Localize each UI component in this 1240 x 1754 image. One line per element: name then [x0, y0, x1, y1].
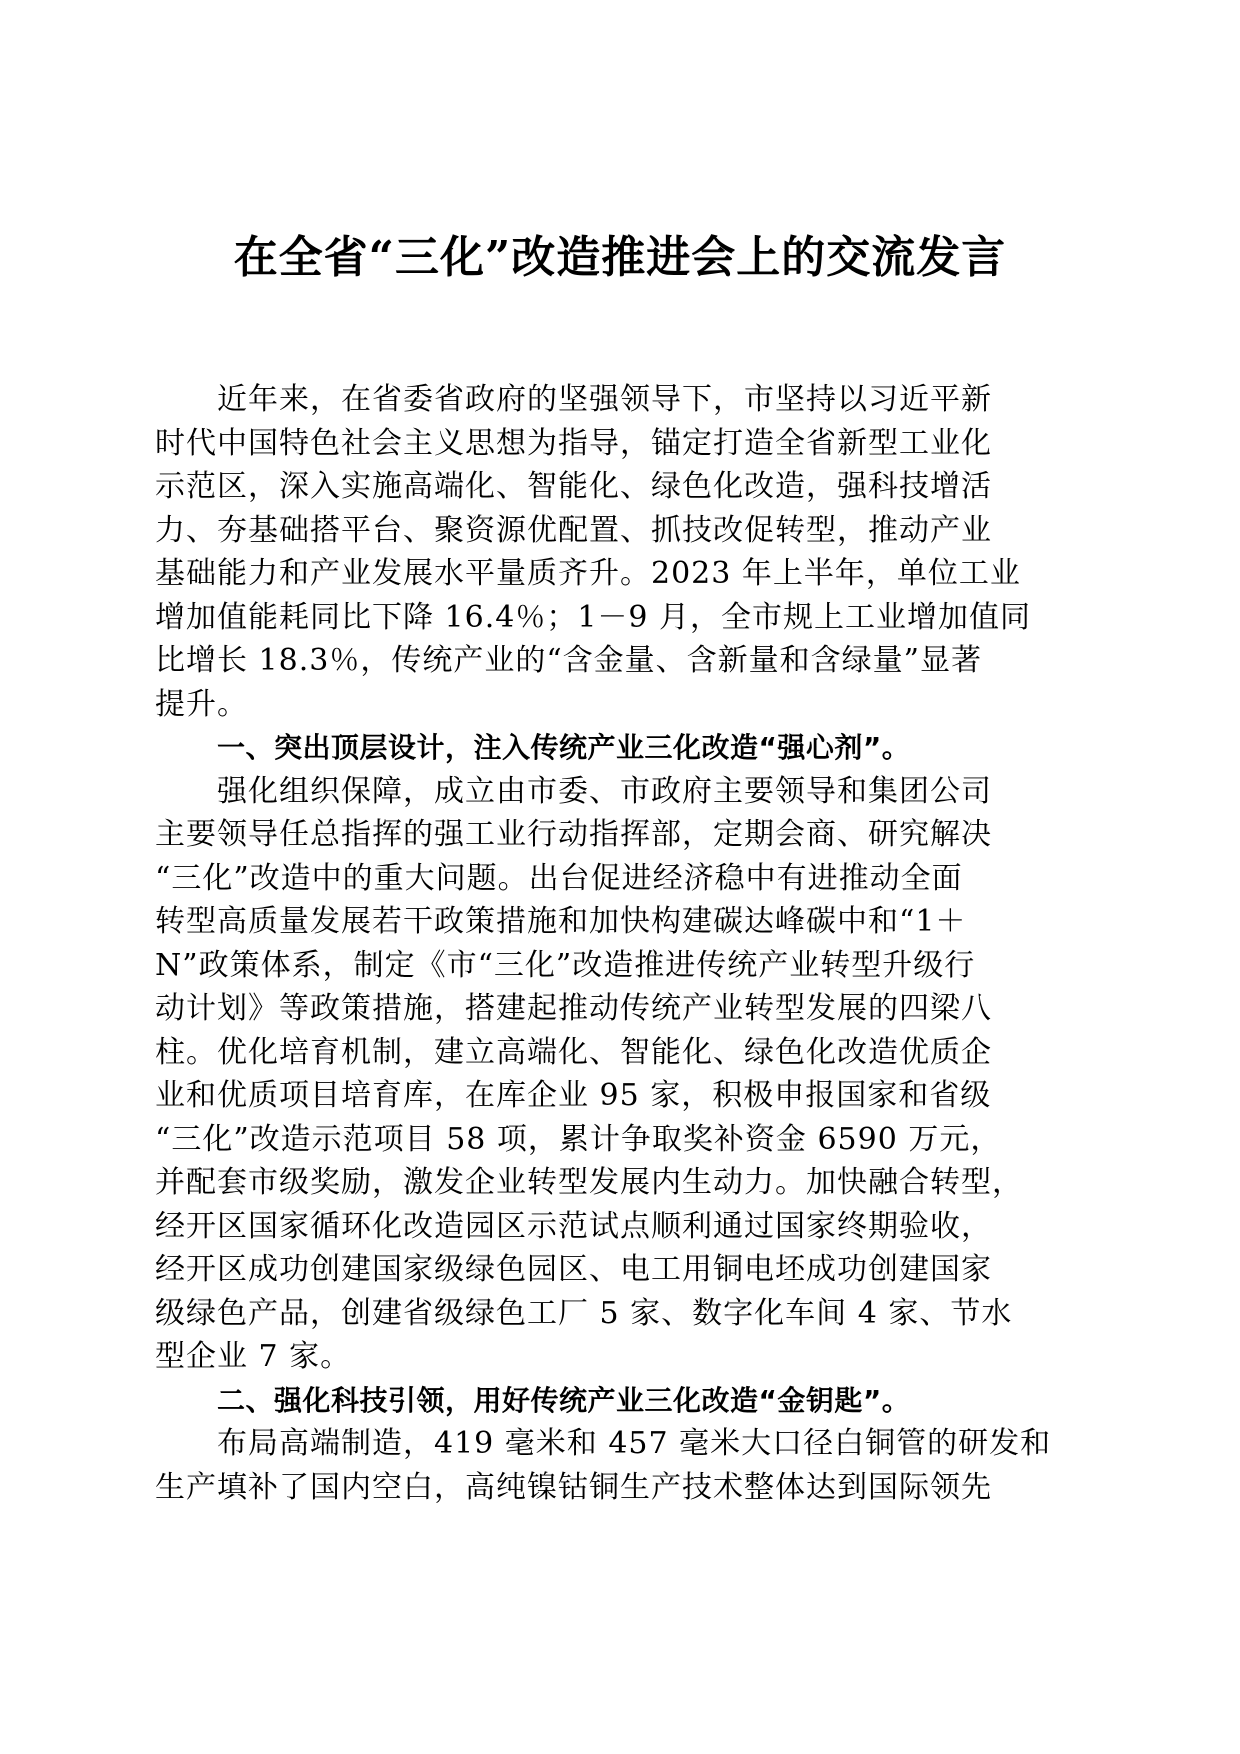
- paragraph-2-line: 转型高质量发展若干政策措施和加快构建碳达峰碳中和“1＋: [155, 904, 967, 939]
- paragraph-2-line: 业和优质项目培育库，在库企业 95 家，积极申报国家和省级: [155, 1078, 992, 1113]
- paragraph-2-line: 级绿色产品，创建省级绿色工厂 5 家、数字化车间 4 家、节水: [155, 1295, 1013, 1331]
- paragraph-1-line: 增加值能耗同比下降 16.4％；1－9 月，全市规上工业增加值同: [155, 599, 1032, 635]
- paragraph-1-line: 基础能力和产业发展水平量质齐升。2023 年上半年，单位工业: [155, 556, 1021, 591]
- section-heading-2: 二、强化科技引领，用好传统产业三化改造“金钥匙”。: [217, 1383, 911, 1417]
- paragraph-2-line: 强化组织保障，成立由市委、市政府主要领导和集团公司: [217, 773, 992, 809]
- paragraph-2-line: “三化”改造示范项目 58 项，累计争取奖补资金 6590 万元，: [155, 1121, 1002, 1157]
- paragraph-2-line: 主要领导任总指挥的强工业行动指挥部，定期会商、研究解决: [155, 817, 992, 852]
- paragraph-2-line: 型企业 7 家。: [155, 1339, 352, 1374]
- section-heading-1: 一、突出顶层设计，注入传统产业三化改造“强心剂”。: [217, 731, 911, 764]
- paragraph-2-line: 并配套市级奖励，激发企业转型发展内生动力。加快融合转型，: [155, 1165, 1023, 1200]
- paragraph-1-line: 近年来，在省委省政府的坚强领导下，市坚持以习近平新: [217, 382, 992, 417]
- paragraph-1-line: 示范区，深入实施高端化、智能化、绿色化改造，强科技增活: [155, 469, 992, 504]
- paragraph-2-line: 柱。优化培育机制，建立高端化、智能化、绿色化改造优质企: [155, 1034, 992, 1070]
- paragraph-1-line: 时代中国特色社会主义思想为指导，锚定打造全省新型工业化: [155, 425, 992, 461]
- paragraph-1-line: 力、夯基础搭平台、聚资源优配置、抓技改促转型，推动产业: [155, 512, 992, 548]
- paragraph-1-line: 比增长 18.3％，传统产业的“含金量、含新量和含绿量”显著: [155, 643, 983, 678]
- paragraph-3-line: 生产填补了国内空白，高纯镍钴铜生产技术整体达到国际领先: [155, 1469, 992, 1505]
- paragraph-1-line: 提升。: [155, 686, 248, 722]
- document-body: [155, 378, 1075, 1509]
- paragraph-2-line: 经开区国家循环化改造园区示范试点顺利通过国家终期验收，: [155, 1208, 992, 1244]
- document-title: 在全省“三化”改造推进会上的交流发言: [233, 232, 1007, 283]
- paragraph-2-line: 动计划》等政策措施，搭建起推动传统产业转型发展的四梁八: [155, 991, 992, 1026]
- paragraph-2-line: N”政策体系，制定《市“三化”改造推进传统产业转型升级行: [155, 947, 976, 983]
- paragraph-3-line: 布局高端制造，419 毫米和 457 毫米大口径白铜管的研发和: [217, 1426, 1052, 1461]
- paragraph-2-line: 经开区成功创建国家级绿色园区、电工用铜电坯成功创建国家: [155, 1252, 992, 1287]
- paragraph-2-line: “三化”改造中的重大问题。出台促进经济稳中有进推动全面: [155, 860, 963, 896]
